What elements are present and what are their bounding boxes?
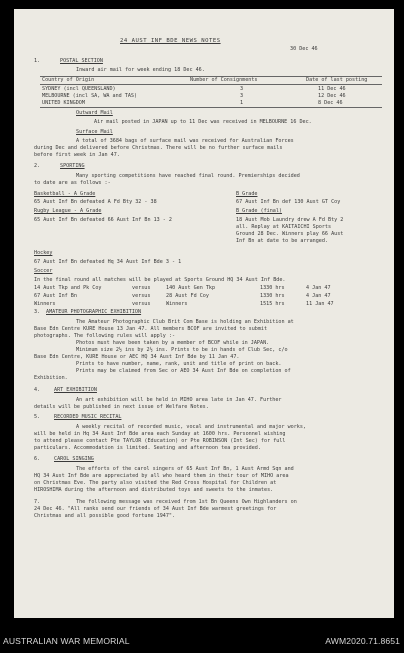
section-number: 7. (34, 499, 41, 505)
subheading-rugby-league: Rugby League - A Grade (34, 208, 102, 214)
table-cell: 12 Dec 46 (318, 93, 346, 99)
paragraph-line: details will be published in next issue of Welfare Notes. (34, 404, 209, 410)
document-date: 30 Dec 46 (290, 46, 318, 52)
fixture-versus: versus (132, 293, 151, 299)
fixture-time: 1330 hrs (260, 293, 285, 299)
fixture-versus: versus (132, 301, 151, 307)
table-cell: SYDNEY (incl QUEENSLAND) (42, 86, 116, 92)
fixture-date: 4 Jan 47 (306, 293, 331, 299)
paragraph-line: Exhibition. (34, 375, 68, 381)
paragraph-line: Base Edn Centre, KURE House or AEC HQ 34 Aust Inf Bde by 11 Jan 47. (34, 354, 240, 360)
paragraph-line: Prints to have number, name, rank, unit and title of print on back. (76, 361, 282, 367)
table-header: Number of Consignments (190, 77, 258, 83)
fixture-date: 11 Jan 47 (306, 301, 334, 307)
table-rule (40, 84, 382, 85)
result-line: Ground 28 Dec. Winners play 66 Aust (236, 231, 344, 237)
footer-accession-number: AWM2020.71.8651 (325, 636, 400, 646)
subheading-basketball: Basketball - A Grade (34, 191, 96, 197)
table-cell: 8 Dec 46 (318, 100, 343, 106)
paragraph-line: on Christmas Eve. The party also visited the Red Cross Hospital for Children at (34, 480, 277, 486)
section-number: 4. (34, 387, 41, 393)
paragraph-line: particulars. Accommodation is limited. Seating and afternoon tea provided. (34, 445, 261, 451)
paragraph-line: The Amateur Photographic Club Brit Com Base is holding an Exhibition at (76, 319, 294, 325)
section-number: 5. (34, 414, 41, 420)
fixture-date: 4 Jan 47 (306, 285, 331, 291)
result-line: Inf Bn at date to be arranged. (236, 238, 329, 244)
fixture-time: 1330 hrs (260, 285, 285, 291)
paragraph-line: will be held in Hq 34 Aust Inf Bde area each Sunday at 1600 hrs. Personnel wishing (34, 431, 286, 437)
section-heading: ART EXHIBITION (54, 387, 97, 393)
table-header: Country of Origin (42, 77, 95, 83)
postal-intro: Inward air mail for week ending 18 Dec 46. (76, 67, 205, 73)
result-line: 65 Aust Inf Bn defeated 66 Aust Inf Bn 13 - 2 (34, 217, 173, 223)
paragraph-line: Base Edn Centre KURE House 13 Jan 47. All members BCOF are invited to submit (34, 326, 268, 332)
paragraph-line: Prints may be claimed from Sec or AEO 34 Aust Inf Bde on completion of (76, 368, 291, 374)
fixture-team: Winners (166, 301, 188, 307)
document-page (14, 9, 394, 618)
result-line: 65 Aust Inf Bn defeated A Fd Bty 32 - 38 (34, 199, 157, 205)
section-number: 1. (34, 58, 41, 64)
table-cell: UNITED KINGDOM (42, 100, 85, 106)
table-cell: 3 (240, 86, 244, 92)
table-rule (40, 107, 382, 108)
fixture-team: 140 Aust Gen Tkp (166, 285, 216, 291)
fixture-team: 28 Aust Fd Coy (166, 293, 209, 299)
subheading-soccer: Soccer (34, 268, 53, 274)
paragraph-line: A weekly recital of recorded music, vocal and instrumental and major works, (76, 424, 307, 430)
section-number: 3. (34, 309, 41, 315)
fixture-team: 67 Aust Inf Bn (34, 293, 77, 299)
paragraph-line: Minimum size 2½ ins by 2½ ins. Prints to be in hands of Club Sec, c/o (76, 347, 288, 353)
table-cell: 11 Dec 46 (318, 86, 346, 92)
table-cell: 1 (240, 100, 244, 106)
paragraph-line: before first week in Jan 47. (34, 152, 120, 158)
paragraph-line: HQ 34 Aust Inf Bde are appreciated by all who heard them in their tour of MIHO area (34, 473, 289, 479)
fixture-team: Winners (34, 301, 56, 307)
paragraph-line: HIROSHIMA during the afternoon and distributed toys and sweets to the inmates. (34, 487, 274, 493)
fixture-time: 1515 hrs (260, 301, 285, 307)
paragraph-line: Photos must have been taken by a member of BCOF while in JAPAN. (76, 340, 270, 346)
paragraph-line: Air mail posted in JAPAN up to 11 Dec was received in MELBOURNE 16 Dec. (94, 119, 312, 125)
result-line: all. Replay at KAITAICHI Sports (236, 224, 332, 230)
result-line: 18 Aust Mob Laundry drew A Fd Bty 2 (236, 217, 344, 223)
paragraph-line: to attend please contact Pte TAYLOR (Education) or Pte ROBINSON (Int Sec) for full (34, 438, 286, 444)
paragraph-line: 24 Dec 46. "All ranks send our friends of 34 Aust Inf Bde warmest greetings for (34, 506, 277, 512)
result-line: 67 Aust Inf Bn def 130 Aust GT Coy (236, 199, 341, 205)
subheading-outward-mail: Outward Mail (76, 110, 113, 116)
table-cell: MELBOURNE (incl SA, WA and TAS) (42, 93, 138, 99)
document-title: 24 AUST INF BDE NEWS NOTES (120, 38, 221, 44)
subheading-b-grade: B Grade (236, 191, 258, 197)
result-line: 67 Aust Inf Bn defeated Hq 34 Aust Inf Bde 3 - 1 (34, 259, 182, 265)
paragraph-line: Christmas and all possible good fortune 1947". (34, 513, 176, 519)
section-heading: POSTAL SECTION (60, 58, 103, 64)
footer-institution: AUSTRALIAN WAR MEMORIAL (3, 636, 130, 646)
section-heading: SPORTING (60, 163, 85, 169)
paragraph-line: to date are as follows :- (34, 180, 111, 186)
section-heading: RECORDED MUSIC RECITAL (54, 414, 122, 420)
table-cell: 3 (240, 93, 244, 99)
paragraph-line: during Dec and delivered before Christmas. There will be no further surface mails (34, 145, 283, 151)
section-number: 6. (34, 456, 41, 462)
subheading-b-grade-final: B Grade (final) (236, 208, 283, 214)
subheading-hockey: Hockey (34, 250, 53, 256)
paragraph-line: Many sporting competitions have reached final round. Premierships decided (76, 173, 300, 179)
paragraph-line: An art exhibition will be held in MIHO area late in Jan 47. Further (76, 397, 282, 403)
section-heading: AMATEUR PHOTOGRAPHIC EXHIBITION (46, 309, 142, 315)
section-number: 2. (34, 163, 41, 169)
fixture-versus: versus (132, 285, 151, 291)
subheading-surface-mail: Surface Mail (76, 129, 113, 135)
fixture-team: 14 Aust Tkp and Pk Coy (34, 285, 102, 291)
paragraph-line: The efforts of the carol singers of 65 Aust Inf Bn, 1 Aust Armd Sqn and (76, 466, 294, 472)
section-heading: CAROL SINGING (54, 456, 94, 462)
paragraph-line: The following message was received from 1st Bn Queens Own Highlanders on (76, 499, 297, 505)
paragraph-line: In the final round all matches will be played at Sports Ground HQ 34 Aust Inf Bde. (34, 277, 286, 283)
paragraph-line: A total of 3684 bags of surface mail was received for Australian Forces (76, 138, 294, 144)
table-header: Date of last posting (306, 77, 368, 83)
archive-footer (0, 622, 404, 653)
paragraph-line: photographs. The following rules will apply :- (34, 333, 176, 339)
